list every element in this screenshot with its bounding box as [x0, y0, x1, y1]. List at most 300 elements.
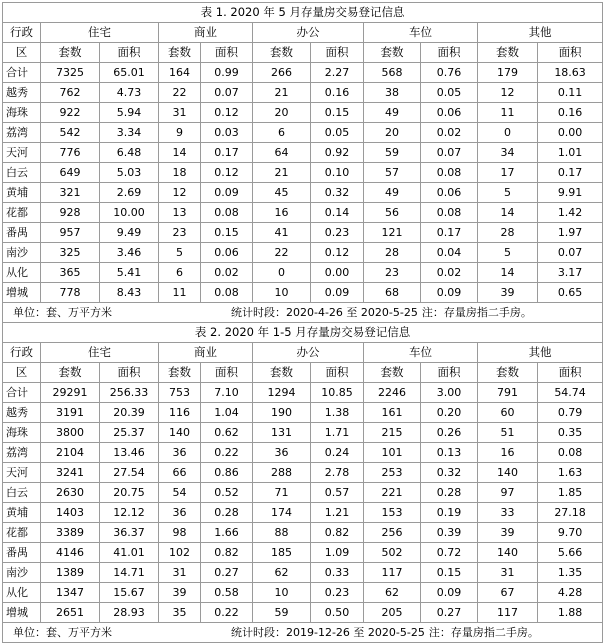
sets-header: 套数: [478, 43, 538, 63]
area-cell: 0.15: [201, 223, 253, 243]
sets-cell: 2630: [41, 483, 100, 503]
area-cell: 0.00: [538, 123, 603, 143]
sets-cell: 39: [478, 283, 538, 303]
header-sub-row: [3, 43, 603, 63]
district-cell: 白云: [3, 483, 41, 503]
sets-cell: 542: [41, 123, 100, 143]
area-cell: 27.18: [538, 503, 603, 523]
district-cell: 海珠: [3, 103, 41, 123]
area-cell: 0.15: [311, 103, 364, 123]
area-cell: 65.01: [100, 63, 159, 83]
sets-cell: 59: [364, 143, 421, 163]
area-cell: 0.22: [201, 603, 253, 623]
area-cell: 0.35: [538, 423, 603, 443]
district-cell: 南沙: [3, 243, 41, 263]
area-cell: 0.09: [421, 583, 478, 603]
area-cell: 0.17: [421, 223, 478, 243]
sets-cell: 14: [478, 203, 538, 223]
table-row: [3, 223, 603, 243]
area-cell: 0.06: [421, 183, 478, 203]
district-cell: 增城: [3, 603, 41, 623]
area-header: 面积: [421, 363, 478, 383]
sets-cell: 3389: [41, 523, 100, 543]
district-header-top: 行政: [3, 343, 41, 363]
area-cell: 0.20: [421, 403, 478, 423]
sets-cell: 922: [41, 103, 100, 123]
sets-cell: 256: [364, 523, 421, 543]
sets-cell: 321: [41, 183, 100, 203]
sets-cell: 1403: [41, 503, 100, 523]
area-cell: 5.03: [100, 163, 159, 183]
sets-cell: 20: [253, 103, 311, 123]
area-cell: 18.63: [538, 63, 603, 83]
area-cell: 5.94: [100, 103, 159, 123]
sets-cell: 54: [159, 483, 201, 503]
area-cell: 0.03: [201, 123, 253, 143]
area-cell: 1.09: [311, 543, 364, 563]
sets-cell: 325: [41, 243, 100, 263]
area-cell: 0.28: [201, 503, 253, 523]
table-footer-row: [3, 303, 603, 323]
area-header: 面积: [421, 43, 478, 63]
sets-cell: 6: [253, 123, 311, 143]
area-header: 面积: [311, 363, 364, 383]
table-row: [3, 203, 603, 223]
sets-cell: 31: [478, 563, 538, 583]
table-row: [3, 523, 603, 543]
area-cell: 0.07: [201, 83, 253, 103]
sets-cell: 753: [159, 383, 201, 403]
area-cell: 10.85: [311, 383, 364, 403]
sets-cell: 51: [478, 423, 538, 443]
table-row: [3, 483, 603, 503]
area-header: 面积: [100, 43, 159, 63]
area-cell: 0.13: [421, 443, 478, 463]
area-cell: 0.04: [421, 243, 478, 263]
table-title-row: [3, 323, 603, 343]
area-cell: 2.69: [100, 183, 159, 203]
sets-cell: 791: [478, 383, 538, 403]
area-cell: 0.06: [201, 243, 253, 263]
area-cell: 1.71: [311, 423, 364, 443]
area-cell: 1.85: [538, 483, 603, 503]
area-cell: 0.17: [201, 143, 253, 163]
period-note: 统计时段：2019-12-26 至 2020-5-25: [231, 626, 425, 639]
area-cell: 9.49: [100, 223, 159, 243]
area-header: 面积: [311, 43, 364, 63]
area-cell: 0.15: [421, 563, 478, 583]
area-cell: 0.26: [421, 423, 478, 443]
sets-cell: 66: [159, 463, 201, 483]
area-cell: 25.37: [100, 423, 159, 443]
sets-cell: 33: [478, 503, 538, 523]
sets-cell: 117: [478, 603, 538, 623]
sets-cell: 762: [41, 83, 100, 103]
area-cell: 0.11: [538, 83, 603, 103]
sets-cell: 14: [478, 263, 538, 283]
area-cell: 27.54: [100, 463, 159, 483]
sets-cell: 28: [478, 223, 538, 243]
area-cell: 7.10: [201, 383, 253, 403]
table-footer-row: [3, 623, 603, 643]
area-cell: 0.08: [421, 203, 478, 223]
sets-cell: 49: [364, 183, 421, 203]
sets-cell: 39: [478, 523, 538, 543]
sets-cell: 215: [364, 423, 421, 443]
district-header-top: 行政: [3, 23, 41, 43]
sets-cell: 117: [364, 563, 421, 583]
area-cell: 0.10: [311, 163, 364, 183]
area-cell: 1.63: [538, 463, 603, 483]
sets-cell: 174: [253, 503, 311, 523]
district-cell: 合计: [3, 63, 41, 83]
table-row: [3, 603, 603, 623]
sets-cell: 71: [253, 483, 311, 503]
sets-cell: 776: [41, 143, 100, 163]
header-sub-row: [3, 363, 603, 383]
sets-cell: 60: [478, 403, 538, 423]
sets-cell: 185: [253, 543, 311, 563]
district-cell: 番禺: [3, 543, 41, 563]
district-cell: 荔湾: [3, 123, 41, 143]
area-cell: 0.72: [421, 543, 478, 563]
area-cell: 0.02: [421, 263, 478, 283]
area-cell: 0.02: [201, 263, 253, 283]
table-title: 表 1. 2020 年 5 月存量房交易登记信息: [3, 3, 603, 23]
sets-cell: 5: [159, 243, 201, 263]
sets-cell: 67: [478, 583, 538, 603]
sets-cell: 1294: [253, 383, 311, 403]
sets-cell: 5: [478, 183, 538, 203]
sets-cell: 28: [364, 243, 421, 263]
sets-cell: 140: [478, 543, 538, 563]
sets-cell: 1389: [41, 563, 100, 583]
sets-cell: 102: [159, 543, 201, 563]
sets-cell: 36: [159, 443, 201, 463]
area-cell: 1.38: [311, 403, 364, 423]
sets-cell: 164: [159, 63, 201, 83]
group-header: 其他: [478, 343, 603, 363]
sets-cell: 179: [478, 63, 538, 83]
area-cell: 0.08: [201, 283, 253, 303]
sets-cell: 3241: [41, 463, 100, 483]
area-cell: 3.34: [100, 123, 159, 143]
area-cell: 20.75: [100, 483, 159, 503]
district-cell: 荔湾: [3, 443, 41, 463]
area-cell: 0.06: [421, 103, 478, 123]
area-cell: 0.16: [311, 83, 364, 103]
area-cell: 12.12: [100, 503, 159, 523]
area-cell: 0.08: [201, 203, 253, 223]
district-cell: 白云: [3, 163, 41, 183]
area-cell: 1.01: [538, 143, 603, 163]
group-header: 车位: [364, 343, 478, 363]
district-cell: 越秀: [3, 403, 41, 423]
area-cell: 1.88: [538, 603, 603, 623]
area-cell: 5.41: [100, 263, 159, 283]
sets-header: 套数: [364, 363, 421, 383]
area-header: 面积: [201, 43, 253, 63]
area-cell: 0.76: [421, 63, 478, 83]
group-header: 住宅: [41, 343, 159, 363]
district-cell: 越秀: [3, 83, 41, 103]
area-cell: 0.57: [311, 483, 364, 503]
sets-cell: 21: [253, 83, 311, 103]
area-cell: 1.35: [538, 563, 603, 583]
sets-cell: 266: [253, 63, 311, 83]
sets-cell: 6: [159, 263, 201, 283]
sets-cell: 365: [41, 263, 100, 283]
sets-cell: 4146: [41, 543, 100, 563]
district-cell: 合计: [3, 383, 41, 403]
area-cell: 9.70: [538, 523, 603, 543]
sets-cell: 97: [478, 483, 538, 503]
sets-cell: 22: [159, 83, 201, 103]
district-cell: 花都: [3, 203, 41, 223]
table-row: [3, 563, 603, 583]
sets-cell: 13: [159, 203, 201, 223]
table-title: 表 2. 2020 年 1-5 月存量房交易登记信息: [3, 323, 603, 343]
area-cell: 14.71: [100, 563, 159, 583]
table-row: [3, 383, 603, 403]
area-cell: 0.08: [538, 443, 603, 463]
footnote: 注：存量房指二手房。: [421, 306, 532, 319]
sets-header: 套数: [478, 363, 538, 383]
area-cell: 54.74: [538, 383, 603, 403]
area-cell: 0.22: [201, 443, 253, 463]
sets-cell: 68: [364, 283, 421, 303]
sets-cell: 16: [253, 203, 311, 223]
area-cell: 2.27: [311, 63, 364, 83]
sets-cell: 41: [253, 223, 311, 243]
sets-header: 套数: [364, 43, 421, 63]
sets-cell: 49: [364, 103, 421, 123]
group-header: 住宅: [41, 23, 159, 43]
group-header: 商业: [159, 343, 253, 363]
area-cell: 3.00: [421, 383, 478, 403]
sets-cell: 190: [253, 403, 311, 423]
unit-note: 单位：套、万平方米: [13, 626, 112, 639]
sets-cell: 7325: [41, 63, 100, 83]
area-cell: 20.39: [100, 403, 159, 423]
area-header: 面积: [100, 363, 159, 383]
sets-cell: 36: [159, 503, 201, 523]
sets-cell: 23: [159, 223, 201, 243]
group-header: 商业: [159, 23, 253, 43]
sets-cell: 31: [159, 563, 201, 583]
sets-cell: 116: [159, 403, 201, 423]
table-row: [3, 423, 603, 443]
document: [2, 2, 602, 643]
sets-cell: 0: [478, 123, 538, 143]
sets-cell: 31: [159, 103, 201, 123]
sets-cell: 957: [41, 223, 100, 243]
district-header-bottom: 区: [3, 43, 41, 63]
area-cell: 0.09: [311, 283, 364, 303]
sets-cell: 2246: [364, 383, 421, 403]
table-row: [3, 403, 603, 423]
area-cell: 1.66: [201, 523, 253, 543]
area-cell: 1.21: [311, 503, 364, 523]
table-row: [3, 183, 603, 203]
area-cell: 0.00: [311, 263, 364, 283]
area-cell: 0.08: [421, 163, 478, 183]
sets-header: 套数: [41, 43, 100, 63]
district-cell: 番禺: [3, 223, 41, 243]
area-cell: 41.01: [100, 543, 159, 563]
sets-cell: 16: [478, 443, 538, 463]
area-cell: 0.16: [538, 103, 603, 123]
area-cell: 8.43: [100, 283, 159, 303]
area-cell: 0.50: [311, 603, 364, 623]
period-note: 统计时段：2020-4-26 至 2020-5-25: [231, 306, 418, 319]
district-cell: 海珠: [3, 423, 41, 443]
area-cell: 0.99: [201, 63, 253, 83]
area-cell: 2.78: [311, 463, 364, 483]
area-cell: 0.82: [311, 523, 364, 543]
sets-cell: 59: [253, 603, 311, 623]
header-group-row: [3, 23, 603, 43]
area-cell: 0.09: [201, 183, 253, 203]
area-cell: 4.73: [100, 83, 159, 103]
area-cell: 0.09: [421, 283, 478, 303]
district-cell: 从化: [3, 263, 41, 283]
area-cell: 4.28: [538, 583, 603, 603]
area-cell: 6.48: [100, 143, 159, 163]
area-cell: 0.32: [421, 463, 478, 483]
area-cell: 1.04: [201, 403, 253, 423]
sets-cell: 17: [478, 163, 538, 183]
area-cell: 0.32: [311, 183, 364, 203]
sets-cell: 928: [41, 203, 100, 223]
sets-cell: 62: [253, 563, 311, 583]
area-cell: 0.12: [201, 103, 253, 123]
area-cell: 5.66: [538, 543, 603, 563]
area-cell: 0.27: [421, 603, 478, 623]
table-row: [3, 123, 603, 143]
district-cell: 增城: [3, 283, 41, 303]
sets-cell: 1347: [41, 583, 100, 603]
sets-cell: 23: [364, 263, 421, 283]
area-cell: 0.92: [311, 143, 364, 163]
area-header: 面积: [201, 363, 253, 383]
unit-note: 单位：套、万平方米: [13, 306, 112, 319]
area-cell: 0.65: [538, 283, 603, 303]
area-cell: 0.12: [311, 243, 364, 263]
sets-cell: 3800: [41, 423, 100, 443]
sets-cell: 221: [364, 483, 421, 503]
sets-cell: 253: [364, 463, 421, 483]
sets-cell: 56: [364, 203, 421, 223]
sets-cell: 568: [364, 63, 421, 83]
area-cell: 1.97: [538, 223, 603, 243]
table-footer: [3, 623, 603, 643]
table-row: [3, 143, 603, 163]
sets-cell: 34: [478, 143, 538, 163]
sets-cell: 161: [364, 403, 421, 423]
table-row: [3, 83, 603, 103]
sets-cell: 57: [364, 163, 421, 183]
sets-cell: 12: [478, 83, 538, 103]
sets-cell: 11: [478, 103, 538, 123]
sets-cell: 39: [159, 583, 201, 603]
area-cell: 0.62: [201, 423, 253, 443]
district-cell: 从化: [3, 583, 41, 603]
table-title-row: [3, 3, 603, 23]
footnote: 注：存量房指二手房。: [428, 626, 539, 639]
sets-cell: 2104: [41, 443, 100, 463]
sets-cell: 9: [159, 123, 201, 143]
area-cell: 36.37: [100, 523, 159, 543]
area-cell: 0.39: [421, 523, 478, 543]
district-cell: 天河: [3, 143, 41, 163]
sets-cell: 29291: [41, 383, 100, 403]
group-header: 车位: [364, 23, 478, 43]
sets-cell: 101: [364, 443, 421, 463]
area-cell: 1.42: [538, 203, 603, 223]
area-cell: 0.23: [311, 583, 364, 603]
header-group-row: [3, 343, 603, 363]
sets-cell: 131: [253, 423, 311, 443]
table-row: [3, 463, 603, 483]
sets-cell: 62: [364, 583, 421, 603]
sets-cell: 121: [364, 223, 421, 243]
sets-cell: 12: [159, 183, 201, 203]
sets-header: 套数: [159, 43, 201, 63]
area-cell: 0.24: [311, 443, 364, 463]
sets-cell: 10: [253, 583, 311, 603]
sets-cell: 205: [364, 603, 421, 623]
sets-cell: 14: [159, 143, 201, 163]
table-row: [3, 283, 603, 303]
area-cell: 0.86: [201, 463, 253, 483]
sets-cell: 0: [253, 263, 311, 283]
area-header: 面积: [538, 43, 603, 63]
area-cell: 0.23: [311, 223, 364, 243]
area-cell: 0.58: [201, 583, 253, 603]
sets-cell: 18: [159, 163, 201, 183]
sets-cell: 153: [364, 503, 421, 523]
area-cell: 0.82: [201, 543, 253, 563]
area-cell: 256.33: [100, 383, 159, 403]
table-row: [3, 263, 603, 283]
district-cell: 南沙: [3, 563, 41, 583]
sets-cell: 10: [253, 283, 311, 303]
table-row: [3, 583, 603, 603]
sets-cell: 649: [41, 163, 100, 183]
area-cell: 0.79: [538, 403, 603, 423]
area-cell: 15.67: [100, 583, 159, 603]
sets-cell: 11: [159, 283, 201, 303]
area-cell: 10.00: [100, 203, 159, 223]
sets-header: 套数: [253, 43, 311, 63]
area-cell: 0.05: [421, 83, 478, 103]
area-header: 面积: [538, 363, 603, 383]
sets-cell: 64: [253, 143, 311, 163]
sets-cell: 140: [478, 463, 538, 483]
table-footer: [3, 303, 603, 323]
district-cell: 黄埔: [3, 183, 41, 203]
sets-cell: 36: [253, 443, 311, 463]
sets-cell: 88: [253, 523, 311, 543]
area-cell: 0.07: [421, 143, 478, 163]
area-cell: 0.05: [311, 123, 364, 143]
district-cell: 天河: [3, 463, 41, 483]
sets-cell: 38: [364, 83, 421, 103]
area-cell: 0.27: [201, 563, 253, 583]
area-cell: 28.93: [100, 603, 159, 623]
group-header: 办公: [253, 343, 364, 363]
